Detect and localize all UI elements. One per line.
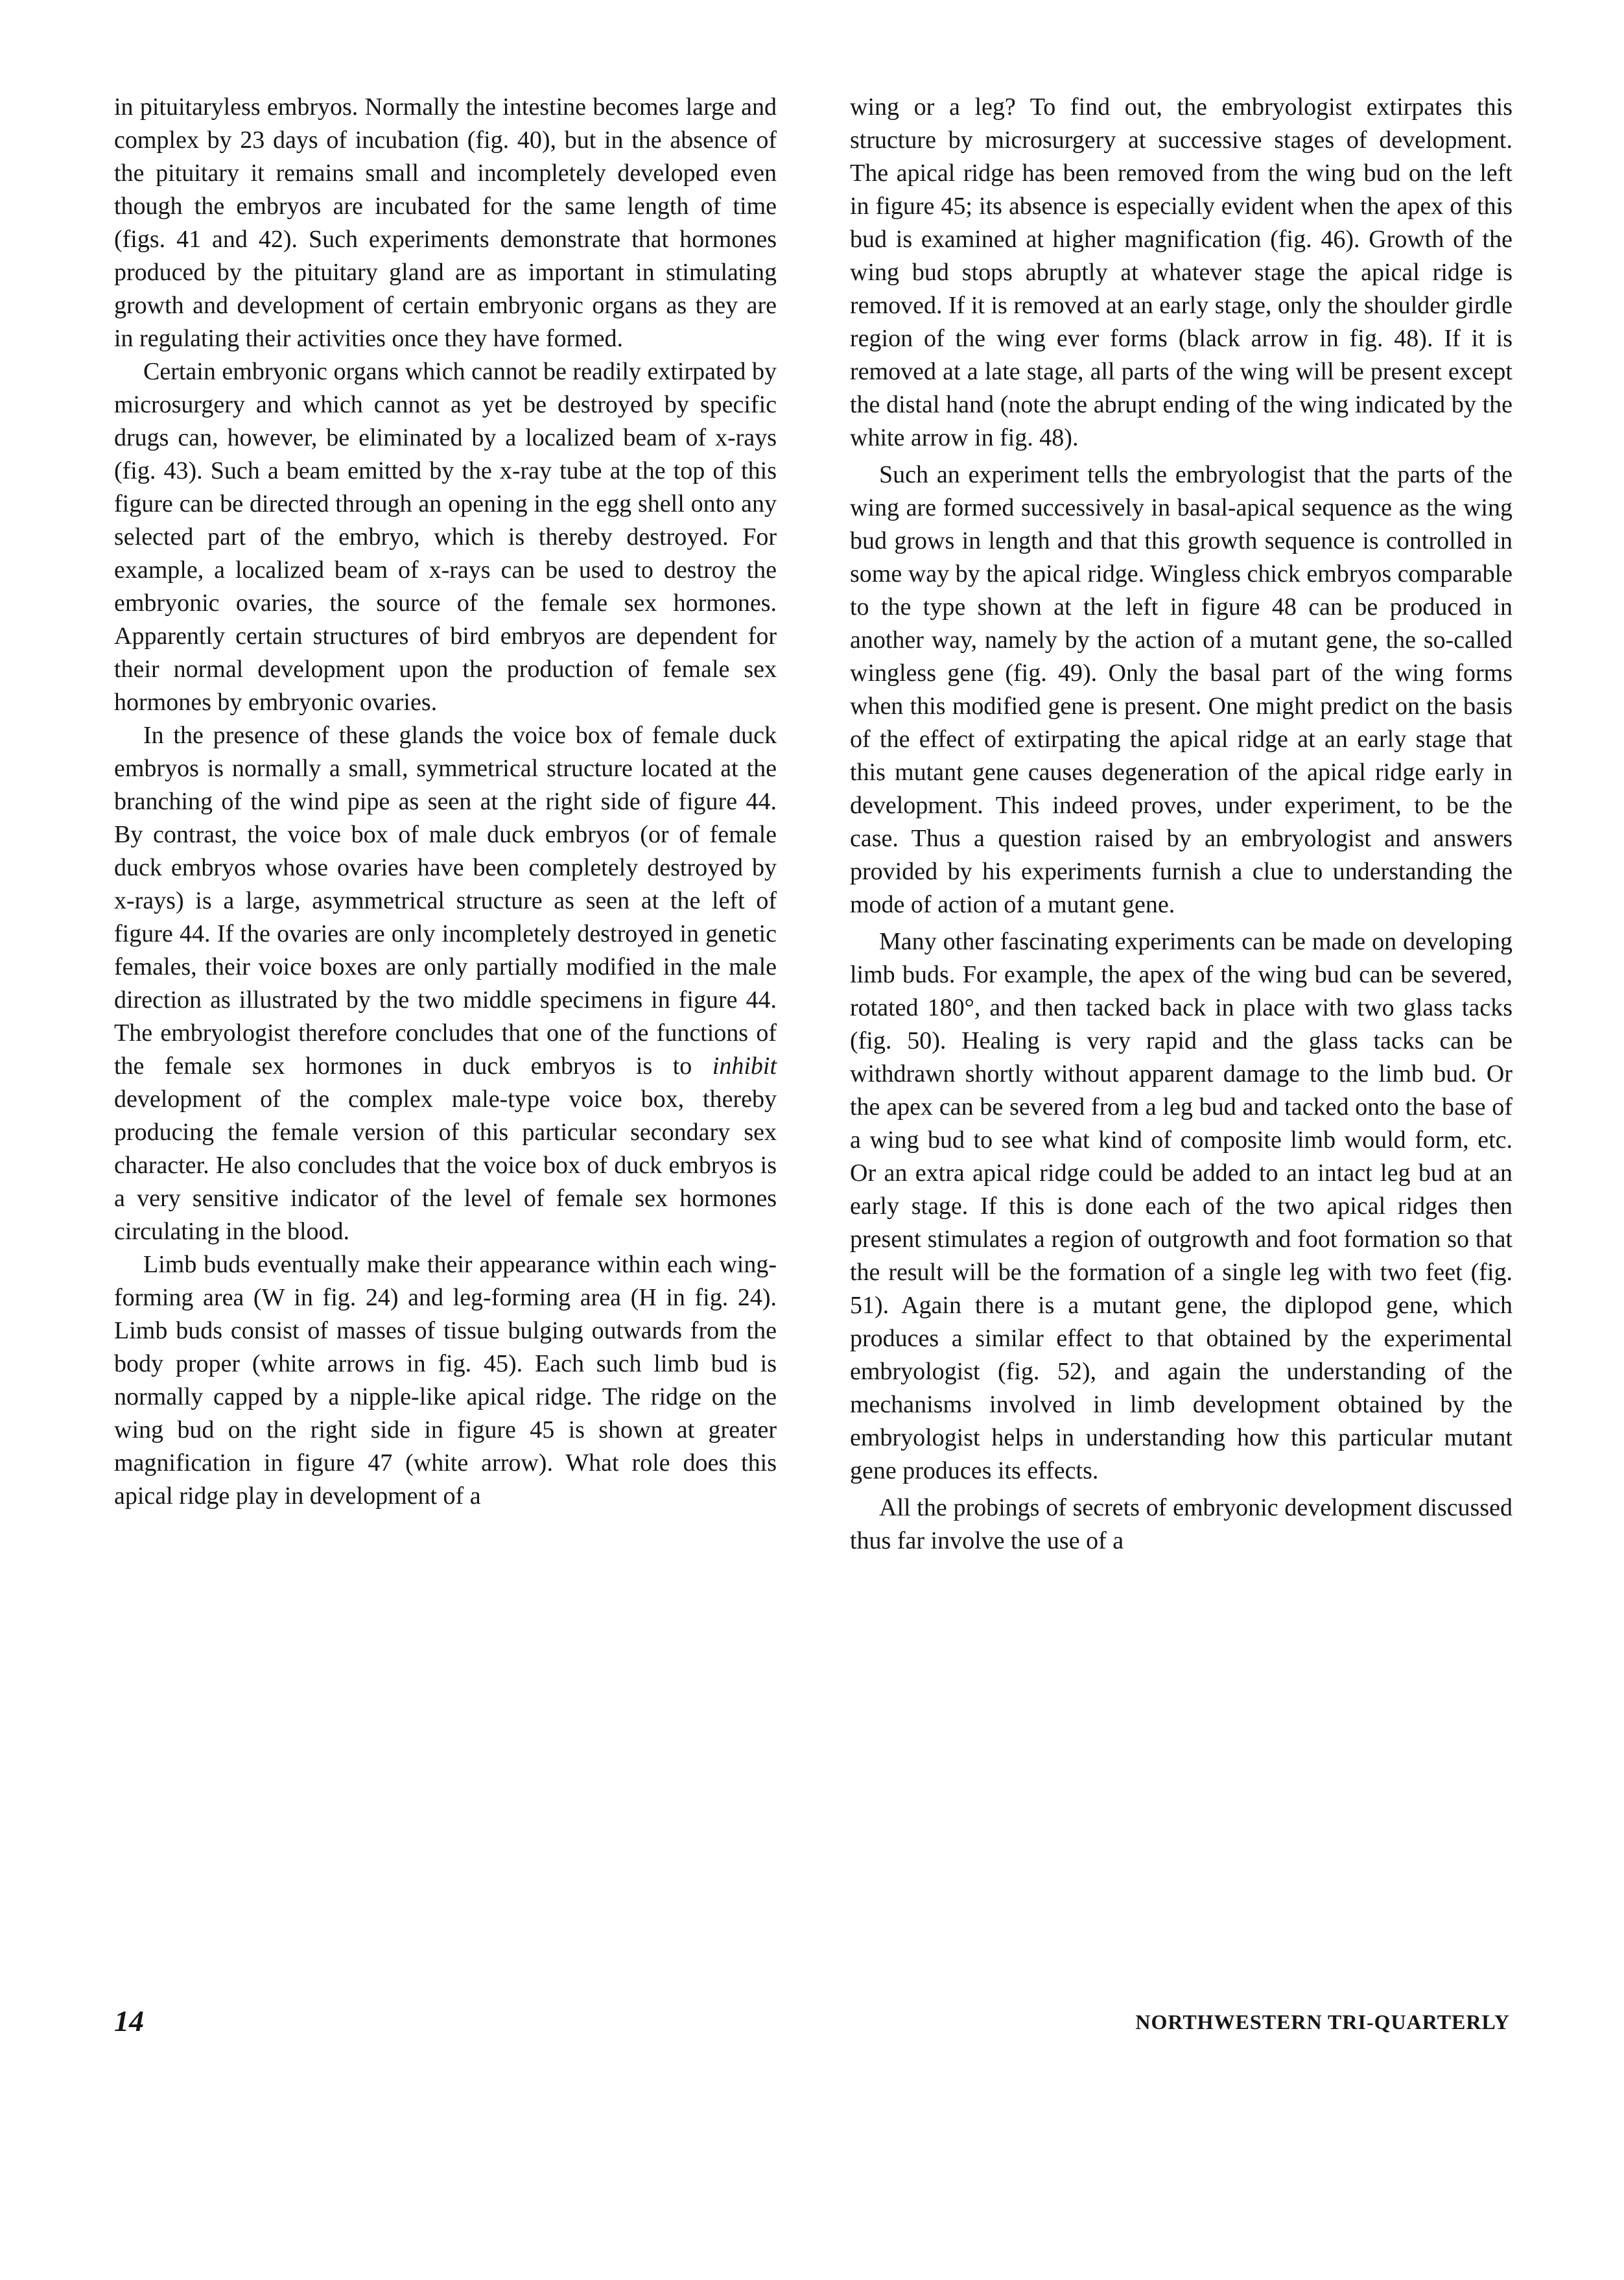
paragraph: Such an experiment tells the embryologist that the parts of the wing are formed successively in basal-apical sequence as the wing bud grows in length and that this growth sequence is controlled in some way by the apical ridge. Wingless chick embryos comparable to the type shown at the left in figure 48 can be produced in another way, namely by the action of a mutant gene, the so-called wingless gene (fig. 49). Only the basal part of the wing forms when this modified gene is present. One might predict on the basis of the effect of extirpating the apical ridge at an early stage that this mutant gene causes degeneration of the apical ridge early in development. This indeed proves, under experiment, to be the case. Thus a question raised by an embryologist and answers provided by his experiments furnish a clue to understanding the mode of action of a mutant gene. — [850, 461, 1512, 918]
paragraph-text: In the presence of these glands the voice box of female duck embryos is normally a small, symmetrical structure located at the branching of the wind pipe as seen at the right side of figure 44. By contrast, the voice box of male duck embryos (or of female duck embryos whose ovaries have been completely destroyed by x-rays) is a large, asymmetrical structure as seen at the left of figure 44. If the ovaries are only incompletely destroyed in genetic females, their voice boxes are only partially modified in the male direction as illustrated by the two middle specimens in figure 44. The embryologist therefore concludes that one of the functions of the female sex hormones in duck embryos is to — [114, 722, 777, 1080]
emphasis-text: inhibit — [712, 1052, 777, 1080]
paragraph-text: development of the complex male-type voice box, thereby producing the female version of this particular secondary sex character. He also concludes that the voice box of duck embryos is a very sensitive indicator of the level of female sex hormones circulating in the blood. — [114, 1086, 777, 1245]
running-footer: NORTHWESTERN TRI-QUARTERLY — [1135, 2010, 1510, 2034]
paragraph: wing or a leg? To find out, the embryologist extirpates this structure by microsurgery at successive stages of development. The apical ridge has been removed from the wing bud on the left in figure 45; its absence is especially evident when the apex of this bud is examined at higher magnification (fig. 46). Growth of the wing bud stops abruptly at whatever stage the apical ridge is removed. If it is removed at an early stage, only the shoulder girdle region of the wing ever forms (black arrow in fig. 48). If it is removed at a late stage, all parts of the wing will be present except the distal hand (note the abrupt ending of the wing indicated by the white arrow in fig. 48). — [850, 93, 1512, 451]
left-column — [114, 91, 777, 1513]
paragraph — [114, 719, 777, 1248]
paragraph: in pituitaryless embryos. Normally the intestine becomes large and complex by 23 days of incubation (fig. 40), but in the absence of the pituitary it remains small and incompletely developed even though the embryos are incubated for the same length of time (figs. 41 and 42). Such experiments demonstrate that hormones produced by the pituitary gland are as important in stimulating growth and development of certain embryonic organs as they are in regulating their activities once they have formed. — [114, 93, 777, 352]
paragraph: Many other fascinating experiments can be made on developing limb buds. For example, the apex of the wing bud can be severed, rotated 180°, and then tacked back in place with two glass tacks (fig. 50). Healing is very rapid and the glass tacks can be withdrawn shortly without apparent damage to the limb bud. Or the apex can be severed from a leg bud and tacked onto the base of a wing bud to see what kind of composite limb would form, etc. Or an extra apical ridge could be added to an intact leg bud at an early stage. If this is done each of the two apical ridges then present stimulates a region of outgrowth and foot formation so that the result will be the formation of a single leg with two feet (fig. 51). Again there is a mutant gene, the diplopod gene, which produces a similar effect to that obtained by the experimental embryologist (fig. 52), and again the understanding of the mechanisms involved in limb development obtained by the embryologist helps in understanding how this particular mutant gene produces its effects. — [850, 928, 1512, 1484]
paragraph: Limb buds eventually make their appearance within each wing-forming area (W in fig. 24) and leg-forming area (H in fig. 24). Limb buds consist of masses of tissue bulging outwards from the body proper (white arrows in fig. 45). Each such limb bud is normally capped by a nipple-like apical ridge. The ridge on the wing bud on the right side in figure 45 is shown at greater magnification in figure 47 (white arrow). What role does this apical ridge play in development of a — [114, 1251, 777, 1510]
paragraph: All the probings of secrets of embryonic development discussed thus far involve the use of a — [850, 1494, 1512, 1554]
right-column — [850, 91, 1512, 1558]
page-number: 14 — [114, 2004, 144, 2037]
paragraph: Certain embryonic organs which cannot be readily extirpated by microsurgery and which cannot as yet be destroyed by specific drugs can, however, be eliminated by a localized beam of x-rays (fig. 43). Such a beam emitted by the x-ray tube at the top of this figure can be directed through an opening in the egg shell onto any selected part of the embryo, which is thereby destroyed. For example, a localized beam of x-rays can be used to destroy the embryonic ovaries, the source of the female sex hormones. Apparently certain structures of bird embryos are dependent for their normal development upon the production of female sex hormones by embryonic ovaries. — [114, 358, 777, 716]
